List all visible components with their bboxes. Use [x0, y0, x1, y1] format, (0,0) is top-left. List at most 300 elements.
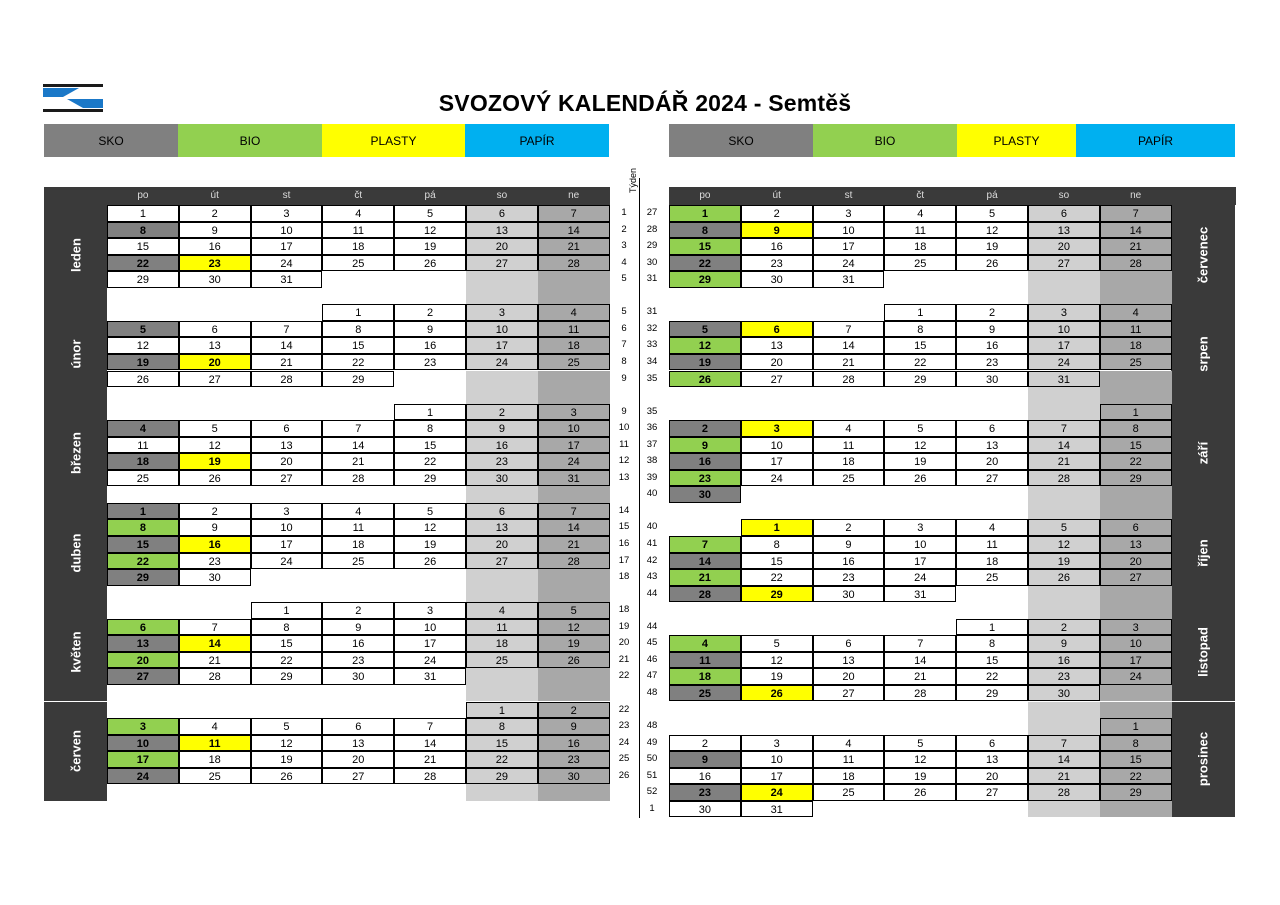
week-number: 5: [621, 306, 627, 318]
empty-cell: [322, 486, 394, 503]
day-cell: 4: [107, 420, 179, 437]
empty-cell: [884, 404, 956, 421]
day-cell: 29: [322, 371, 394, 388]
weekday-label: ne: [568, 190, 580, 201]
day-cell: 2: [813, 519, 885, 536]
day-cell: 15: [1100, 751, 1172, 768]
legend-bio: BIO: [813, 124, 957, 157]
day-cell: 24: [884, 569, 956, 586]
empty-cell: [956, 288, 1028, 305]
day-cell: 25: [1100, 354, 1172, 371]
week-number: 40: [646, 488, 658, 500]
day-cell: 13: [956, 437, 1028, 454]
day-cell: 19: [179, 453, 251, 470]
day-cell: 26: [1028, 569, 1100, 586]
day-cell: 14: [1028, 751, 1100, 768]
day-cell: 18: [956, 553, 1028, 570]
day-cell: 11: [322, 519, 394, 536]
empty-cell: [669, 288, 741, 305]
day-cell: 15: [956, 652, 1028, 669]
day-cell: 25: [322, 255, 394, 272]
empty-cell: [741, 503, 813, 520]
empty-cell: [466, 371, 538, 388]
day-cell: 4: [884, 205, 956, 222]
month-name: říjen: [1195, 538, 1211, 567]
day-cell: 24: [466, 354, 538, 371]
empty-cell: [394, 586, 466, 603]
month-label-bar: [1171, 205, 1235, 304]
day-cell: 19: [1028, 553, 1100, 570]
day-cell: 15: [741, 553, 813, 570]
empty-cell: [322, 271, 394, 288]
day-cell: 27: [1028, 255, 1100, 272]
day-cell: 9: [813, 536, 885, 553]
day-cell: 11: [179, 735, 251, 752]
day-cell: 16: [179, 238, 251, 255]
day-cell: 17: [251, 238, 323, 255]
day-cell: 23: [538, 751, 610, 768]
day-cell: 24: [107, 768, 179, 785]
day-cell: 11: [538, 321, 610, 338]
day-cell: 19: [538, 635, 610, 652]
day-cell: 14: [394, 735, 466, 752]
month-name: červen: [68, 730, 83, 773]
day-cell: 28: [251, 371, 323, 388]
empty-cell: [1028, 503, 1100, 520]
week-number: 13: [618, 471, 630, 483]
day-cell: 7: [669, 536, 741, 553]
day-cell: 21: [538, 536, 610, 553]
day-cell: 14: [669, 553, 741, 570]
day-cell: 21: [813, 354, 885, 371]
month-name: prosinec: [1195, 732, 1211, 787]
empty-cell: [1100, 602, 1172, 619]
day-cell: 2: [394, 304, 466, 321]
empty-cell: [956, 602, 1028, 619]
day-cell: 19: [669, 354, 741, 371]
empty-cell: [813, 304, 885, 321]
day-cell: 13: [322, 735, 394, 752]
empty-cell: [179, 387, 251, 404]
day-cell: 25: [813, 470, 885, 487]
empty-cell: [179, 304, 251, 321]
day-cell: 28: [1028, 470, 1100, 487]
day-cell: 11: [669, 652, 741, 669]
empty-cell: [179, 784, 251, 801]
empty-cell: [884, 702, 956, 719]
day-cell: 18: [322, 238, 394, 255]
day-cell: 17: [251, 536, 323, 553]
empty-cell: [322, 387, 394, 404]
day-cell: 11: [322, 222, 394, 239]
empty-cell: [538, 371, 610, 388]
day-cell: 17: [538, 437, 610, 454]
day-cell: 23: [394, 354, 466, 371]
week-number: 21: [618, 653, 630, 665]
day-cell: 27: [322, 768, 394, 785]
day-cell: 7: [538, 205, 610, 222]
empty-cell: [394, 685, 466, 702]
day-cell: 12: [884, 437, 956, 454]
month-name: květen: [68, 631, 83, 673]
week-number: 20: [618, 637, 630, 649]
week-number: 38: [646, 455, 658, 467]
empty-cell: [741, 288, 813, 305]
day-cell: 3: [813, 205, 885, 222]
day-cell: 10: [466, 321, 538, 338]
day-cell: 18: [813, 453, 885, 470]
day-cell: 30: [538, 768, 610, 785]
day-cell: 13: [813, 652, 885, 669]
day-cell: 2: [669, 420, 741, 437]
empty-cell: [394, 486, 466, 503]
day-cell: 24: [251, 553, 323, 570]
day-cell: 18: [179, 751, 251, 768]
day-cell: 16: [394, 337, 466, 354]
day-cell: 12: [251, 735, 323, 752]
week-number: 16: [618, 538, 630, 549]
day-cell: 20: [322, 751, 394, 768]
empty-cell: [813, 602, 885, 619]
week-number: 48: [646, 720, 658, 732]
day-cell: 17: [1100, 652, 1172, 669]
empty-cell: [741, 387, 813, 404]
empty-cell: [956, 404, 1028, 421]
empty-cell: [741, 619, 813, 636]
week-number: 40: [646, 521, 658, 533]
weekday-label: so: [1058, 190, 1070, 201]
day-cell: 3: [251, 503, 323, 520]
weekday-label: pá: [424, 190, 436, 201]
day-cell: 14: [884, 652, 956, 669]
week-number: 28: [646, 223, 658, 235]
weekday-label: po: [137, 190, 149, 201]
legend-right: [669, 124, 1235, 157]
day-cell: 4: [538, 304, 610, 321]
day-cell: 14: [179, 635, 251, 652]
day-cell: 20: [466, 238, 538, 255]
week-number: 4: [621, 256, 627, 268]
week-number: 11: [619, 438, 629, 450]
empty-cell: [813, 486, 885, 503]
day-cell: 8: [107, 222, 179, 239]
empty-cell: [669, 702, 741, 719]
day-cell: 9: [179, 519, 251, 536]
day-cell: 16: [322, 635, 394, 652]
day-cell: 11: [107, 437, 179, 454]
day-cell: 10: [741, 751, 813, 768]
day-cell: 10: [538, 420, 610, 437]
day-cell: 26: [538, 652, 610, 669]
week-number: 43: [646, 571, 658, 583]
day-cell: 30: [813, 586, 885, 603]
day-cell: 24: [741, 470, 813, 487]
empty-cell: [538, 288, 610, 305]
day-cell: 23: [1028, 668, 1100, 685]
month-label-bar: [1171, 404, 1235, 503]
day-cell: 7: [884, 635, 956, 652]
day-cell: 26: [956, 255, 1028, 272]
empty-cell: [1028, 387, 1100, 404]
empty-cell: [669, 519, 741, 536]
day-cell: 29: [394, 470, 466, 487]
day-cell: 7: [322, 420, 394, 437]
day-cell: 1: [466, 702, 538, 719]
day-cell: 26: [251, 768, 323, 785]
day-cell: 6: [956, 420, 1028, 437]
weekday-label: út: [772, 190, 781, 201]
day-cell: 1: [741, 519, 813, 536]
day-cell: 9: [394, 321, 466, 338]
empty-cell: [1028, 288, 1100, 305]
empty-cell: [741, 304, 813, 321]
day-cell: 28: [813, 371, 885, 388]
empty-cell: [107, 486, 179, 503]
empty-cell: [107, 404, 179, 421]
day-cell: 19: [956, 238, 1028, 255]
empty-cell: [956, 387, 1028, 404]
day-cell: 8: [741, 536, 813, 553]
day-cell: 27: [466, 255, 538, 272]
day-cell: 7: [1100, 205, 1172, 222]
day-cell: 19: [884, 768, 956, 785]
day-cell: 2: [179, 503, 251, 520]
empty-cell: [107, 586, 179, 603]
day-cell: 6: [466, 503, 538, 520]
legend-bio: BIO: [178, 124, 322, 157]
day-cell: 19: [107, 354, 179, 371]
month-label-bar: [44, 404, 107, 503]
empty-cell: [466, 668, 538, 685]
day-cell: 23: [179, 553, 251, 570]
week-number: 36: [646, 422, 658, 434]
day-cell: 3: [107, 718, 179, 735]
day-cell: 16: [538, 735, 610, 752]
day-cell: 14: [813, 337, 885, 354]
empty-cell: [107, 685, 179, 702]
day-cell: 5: [1028, 519, 1100, 536]
divider: [639, 178, 640, 818]
empty-cell: [322, 288, 394, 305]
day-cell: 22: [107, 255, 179, 272]
week-number: 48: [646, 686, 658, 698]
empty-cell: [251, 387, 323, 404]
empty-cell: [669, 387, 741, 404]
day-cell: 29: [251, 668, 323, 685]
day-cell: 15: [884, 337, 956, 354]
day-cell: 3: [394, 602, 466, 619]
day-cell: 25: [956, 569, 1028, 586]
day-cell: 25: [466, 652, 538, 669]
day-cell: 22: [1100, 453, 1172, 470]
day-cell: 26: [179, 470, 251, 487]
week-number: 9: [621, 405, 627, 417]
day-cell: 10: [251, 519, 323, 536]
day-cell: 15: [322, 337, 394, 354]
empty-cell: [1028, 801, 1100, 818]
day-cell: 29: [1100, 784, 1172, 801]
week-number: 9: [621, 372, 627, 384]
day-cell: 15: [251, 635, 323, 652]
day-cell: 26: [884, 784, 956, 801]
day-cell: 23: [179, 255, 251, 272]
empty-cell: [107, 304, 179, 321]
empty-cell: [179, 586, 251, 603]
day-cell: 22: [394, 453, 466, 470]
day-cell: 10: [813, 222, 885, 239]
day-cell: 8: [466, 718, 538, 735]
empty-cell: [956, 503, 1028, 520]
day-cell: 16: [179, 536, 251, 553]
day-cell: 8: [956, 635, 1028, 652]
empty-cell: [669, 602, 741, 619]
empty-cell: [107, 702, 179, 719]
day-cell: 16: [741, 238, 813, 255]
day-cell: 2: [1028, 619, 1100, 636]
day-cell: 15: [107, 238, 179, 255]
day-cell: 24: [813, 255, 885, 272]
day-cell: 22: [1100, 768, 1172, 785]
empty-cell: [251, 784, 323, 801]
day-cell: 18: [1100, 337, 1172, 354]
week-number: 49: [646, 736, 658, 748]
day-cell: 6: [179, 321, 251, 338]
day-cell: 18: [322, 536, 394, 553]
week-number: 1: [649, 802, 655, 814]
empty-cell: [884, 801, 956, 818]
day-cell: 12: [956, 222, 1028, 239]
day-cell: 14: [322, 437, 394, 454]
day-cell: 12: [669, 337, 741, 354]
day-cell: 22: [251, 652, 323, 669]
day-cell: 7: [251, 321, 323, 338]
day-cell: 16: [669, 453, 741, 470]
day-cell: 3: [251, 205, 323, 222]
week-number: 15: [618, 521, 630, 533]
day-cell: 13: [466, 222, 538, 239]
day-cell: 15: [669, 238, 741, 255]
day-cell: 17: [741, 453, 813, 470]
day-cell: 13: [1100, 536, 1172, 553]
day-cell: 23: [669, 784, 741, 801]
month-name: červenec: [1195, 226, 1211, 283]
day-cell: 4: [813, 420, 885, 437]
day-cell: 13: [251, 437, 323, 454]
day-cell: 6: [107, 619, 179, 636]
day-cell: 19: [251, 751, 323, 768]
day-cell: 8: [884, 321, 956, 338]
day-cell: 13: [956, 751, 1028, 768]
day-cell: 16: [813, 553, 885, 570]
day-cell: 22: [669, 255, 741, 272]
day-cell: 25: [813, 784, 885, 801]
day-cell: 22: [741, 569, 813, 586]
day-cell: 6: [466, 205, 538, 222]
week-number: 37: [646, 438, 658, 450]
day-cell: 10: [107, 735, 179, 752]
legend-papir: PAPÍR: [465, 124, 609, 157]
day-cell: 3: [741, 420, 813, 437]
day-cell: 1: [1100, 404, 1172, 421]
day-cell: 19: [741, 668, 813, 685]
day-cell: 20: [107, 652, 179, 669]
day-cell: 6: [1100, 519, 1172, 536]
day-cell: 23: [466, 453, 538, 470]
empty-cell: [466, 387, 538, 404]
day-cell: 17: [107, 751, 179, 768]
day-cell: 15: [466, 735, 538, 752]
week-number: 14: [618, 504, 630, 516]
day-cell: 25: [179, 768, 251, 785]
day-cell: 2: [466, 404, 538, 421]
day-cell: 6: [1028, 205, 1100, 222]
day-cell: 3: [1028, 304, 1100, 321]
empty-cell: [538, 569, 610, 586]
day-cell: 22: [956, 668, 1028, 685]
empty-cell: [538, 486, 610, 503]
day-cell: 9: [669, 437, 741, 454]
day-cell: 31: [538, 470, 610, 487]
week-number: 10: [618, 422, 630, 434]
day-cell: 7: [179, 619, 251, 636]
day-cell: 9: [1028, 635, 1100, 652]
day-cell: 20: [1100, 553, 1172, 570]
week-number: 29: [646, 240, 658, 252]
empty-cell: [813, 801, 885, 818]
day-cell: 4: [466, 602, 538, 619]
month-name: září: [1195, 442, 1211, 465]
day-cell: 3: [466, 304, 538, 321]
day-cell: 30: [741, 271, 813, 288]
month-name: duben: [68, 533, 83, 573]
day-cell: 27: [251, 470, 323, 487]
day-cell: 12: [179, 437, 251, 454]
day-cell: 6: [322, 718, 394, 735]
day-cell: 23: [813, 569, 885, 586]
week-number: 18: [618, 571, 630, 583]
empty-cell: [179, 404, 251, 421]
day-cell: 14: [1028, 437, 1100, 454]
day-cell: 24: [1028, 354, 1100, 371]
day-cell: 24: [538, 453, 610, 470]
week-number: 22: [618, 703, 630, 715]
day-cell: 31: [813, 271, 885, 288]
week-number: 31: [646, 273, 658, 285]
empty-cell: [1100, 387, 1172, 404]
month-label-bar: [1171, 602, 1235, 701]
empty-cell: [1028, 486, 1100, 503]
day-cell: 1: [669, 205, 741, 222]
day-cell: 10: [251, 222, 323, 239]
week-number: 46: [646, 653, 658, 665]
day-cell: 30: [466, 470, 538, 487]
day-cell: 27: [956, 470, 1028, 487]
day-cell: 9: [322, 619, 394, 636]
empty-cell: [956, 486, 1028, 503]
day-cell: 18: [538, 337, 610, 354]
empty-cell: [251, 685, 323, 702]
day-cell: 15: [107, 536, 179, 553]
empty-cell: [322, 569, 394, 586]
month-label-bar: [1171, 304, 1235, 403]
day-cell: 9: [669, 751, 741, 768]
empty-cell: [251, 486, 323, 503]
day-cell: 28: [322, 470, 394, 487]
day-cell: 5: [538, 602, 610, 619]
empty-cell: [394, 569, 466, 586]
day-cell: 8: [669, 222, 741, 239]
day-cell: 20: [956, 768, 1028, 785]
